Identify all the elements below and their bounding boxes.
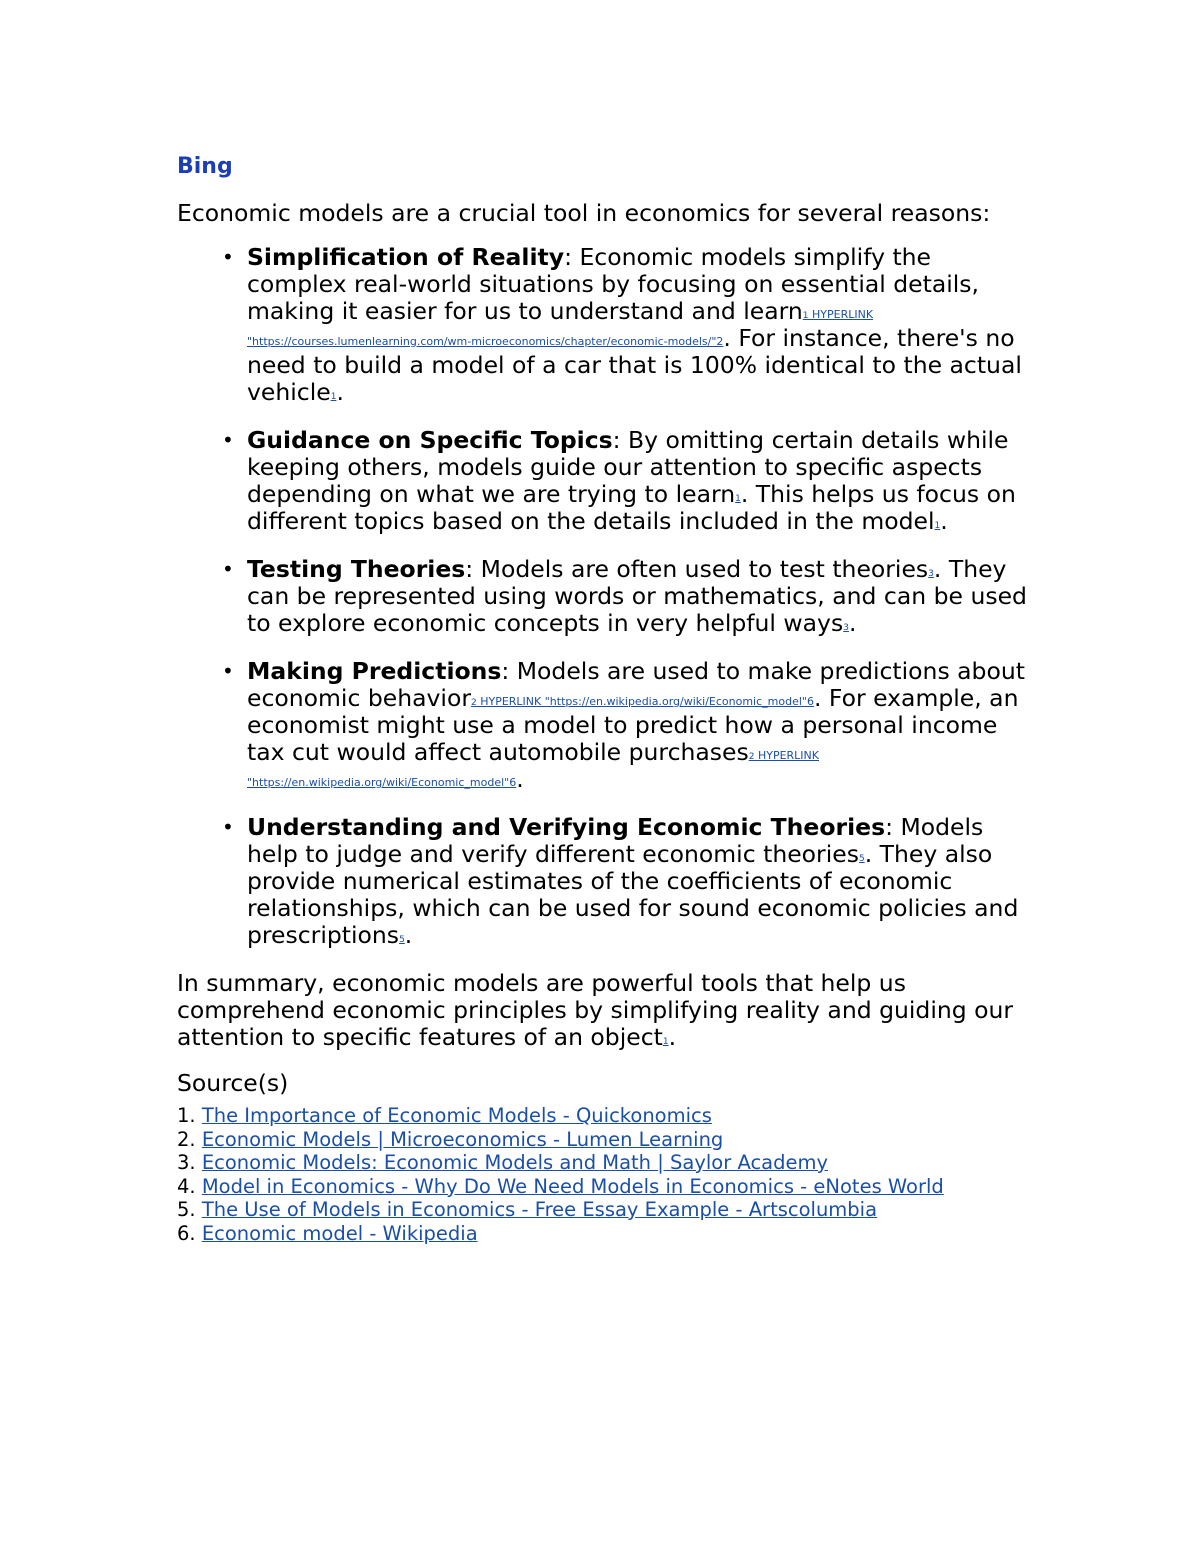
source-item (177, 1151, 1027, 1175)
reference-link[interactable]: 1 (934, 521, 941, 532)
source-link[interactable]: The Importance of Economic Models - Quickonomics (201, 1104, 712, 1127)
source-link[interactable]: Economic Models | Microeconomics - Lumen Learning (201, 1127, 724, 1151)
source-link[interactable]: Model in Economics - Why Do We Need Models in Economics - eNotes World (201, 1174, 944, 1198)
point-text: . They can be represented using words or mathematics, and can be used to explore economic concepts in very helpful ways (247, 555, 1027, 637)
source-number: 4. (177, 1174, 196, 1198)
point-text: . (404, 921, 413, 949)
bullet-icon: • (222, 659, 234, 683)
bullet-icon: • (222, 815, 234, 839)
source-item (177, 1198, 1027, 1222)
reference-link[interactable]: 1 (802, 311, 809, 322)
summary-paragraph (177, 970, 1027, 1051)
list-item (177, 556, 1027, 637)
source-item (177, 1175, 1027, 1199)
reference-link[interactable]: 5 (399, 935, 405, 946)
sources-list (177, 1104, 1027, 1245)
source-link[interactable]: The Use of Models in Economics - Free Essay Example - Artscolumbia (201, 1198, 878, 1221)
point-text: : By omitting certain details while keeping others, models guide our attention to specific aspects depending on what we are trying to learn (247, 426, 1009, 508)
source-number: 6. (177, 1221, 196, 1245)
reference-link[interactable]: 1 (330, 392, 337, 403)
point-title: Guidance on Specific Topics (247, 426, 613, 454)
point-text: . (336, 378, 344, 406)
intro-paragraph: Economic models are a crucial tool in economics for several reasons: (177, 199, 991, 227)
hyperlink-field[interactable]: HYPERLINK "https://en.wikipedia.org/wiki/Economic_model"6 (247, 748, 819, 789)
summary-text: In summary, economic models are powerful tools that help us comprehend economic principles by simplifying reality and guiding our attention to specific features of an object (177, 969, 1014, 1051)
point-title: Simplification of Reality (247, 243, 565, 271)
point-text: . (516, 765, 524, 793)
point-text: : Economic models simplify the complex real-world situations by focusing on essential details, making it easier for us to understand and learn (247, 243, 980, 325)
reference-link[interactable]: 1 (735, 494, 741, 505)
point-text: . They also provide numerical estimates of the coefficients of economic relationships, which can be used for sound economic policies and prescriptions (247, 840, 1019, 949)
list-item (177, 814, 1027, 949)
list-item (177, 658, 1027, 793)
list-item (177, 244, 1027, 406)
reference-link[interactable]: 3 (843, 623, 849, 634)
sources-title: Source(s) (177, 1069, 289, 1097)
point-title: Making Predictions (247, 657, 502, 685)
source-item (177, 1222, 1027, 1246)
bullet-icon: • (222, 557, 234, 581)
summary-end: . (668, 1023, 677, 1051)
points-list (177, 244, 1027, 949)
bullet-icon: • (222, 245, 234, 269)
point-title: Testing Theories (247, 555, 466, 583)
point-text: : Models are often used to test theories (465, 555, 929, 583)
point-text: . This helps us focus on different topics based on the details included in the model (247, 480, 1016, 535)
source-link[interactable]: Economic Models: Economic Models and Math | Saylor Academy (201, 1151, 829, 1174)
source-item (177, 1128, 1027, 1152)
point-text: . For example, an economist might use a model to predict how a personal income tax cut would affect automobile purchases (247, 684, 1019, 766)
point-text: . For instance, there's no need to build a model of a car that is 100% identical to the actual vehicle (247, 324, 1022, 406)
hyperlink-field[interactable]: HYPERLINK "https://courses.lumenlearning.com/wm-microeconomics/chapter/economic-models/"2 (247, 307, 874, 348)
heading-bing: Bing (177, 154, 233, 179)
source-number: 2. (177, 1127, 196, 1151)
point-text: : Models are used to make predictions about economic behavior (247, 657, 1025, 712)
point-text: : Models help to judge and verify different economic theories (247, 813, 984, 868)
point-title: Understanding and Verifying Economic Theories (247, 813, 886, 841)
reference-link[interactable]: 2 (748, 752, 755, 763)
point-text: . (848, 609, 857, 637)
point-text: . (940, 507, 948, 535)
hyperlink-field[interactable]: HYPERLINK "https://en.wikipedia.org/wiki/Economic_model"6 (476, 694, 814, 708)
source-number: 3. (177, 1151, 196, 1174)
source-number: 1. (177, 1104, 196, 1127)
reference-link[interactable]: 1 (662, 1037, 669, 1048)
reference-link[interactable]: 5 (858, 854, 865, 865)
reference-link[interactable]: 3 (928, 569, 934, 580)
source-item (177, 1104, 1027, 1128)
source-number: 5. (177, 1198, 196, 1221)
source-link[interactable]: Economic model - Wikipedia (201, 1221, 478, 1245)
document-page (177, 150, 1027, 1245)
list-item (177, 427, 1027, 535)
reference-link[interactable]: 2 (470, 698, 477, 709)
bullet-icon: • (222, 428, 234, 452)
